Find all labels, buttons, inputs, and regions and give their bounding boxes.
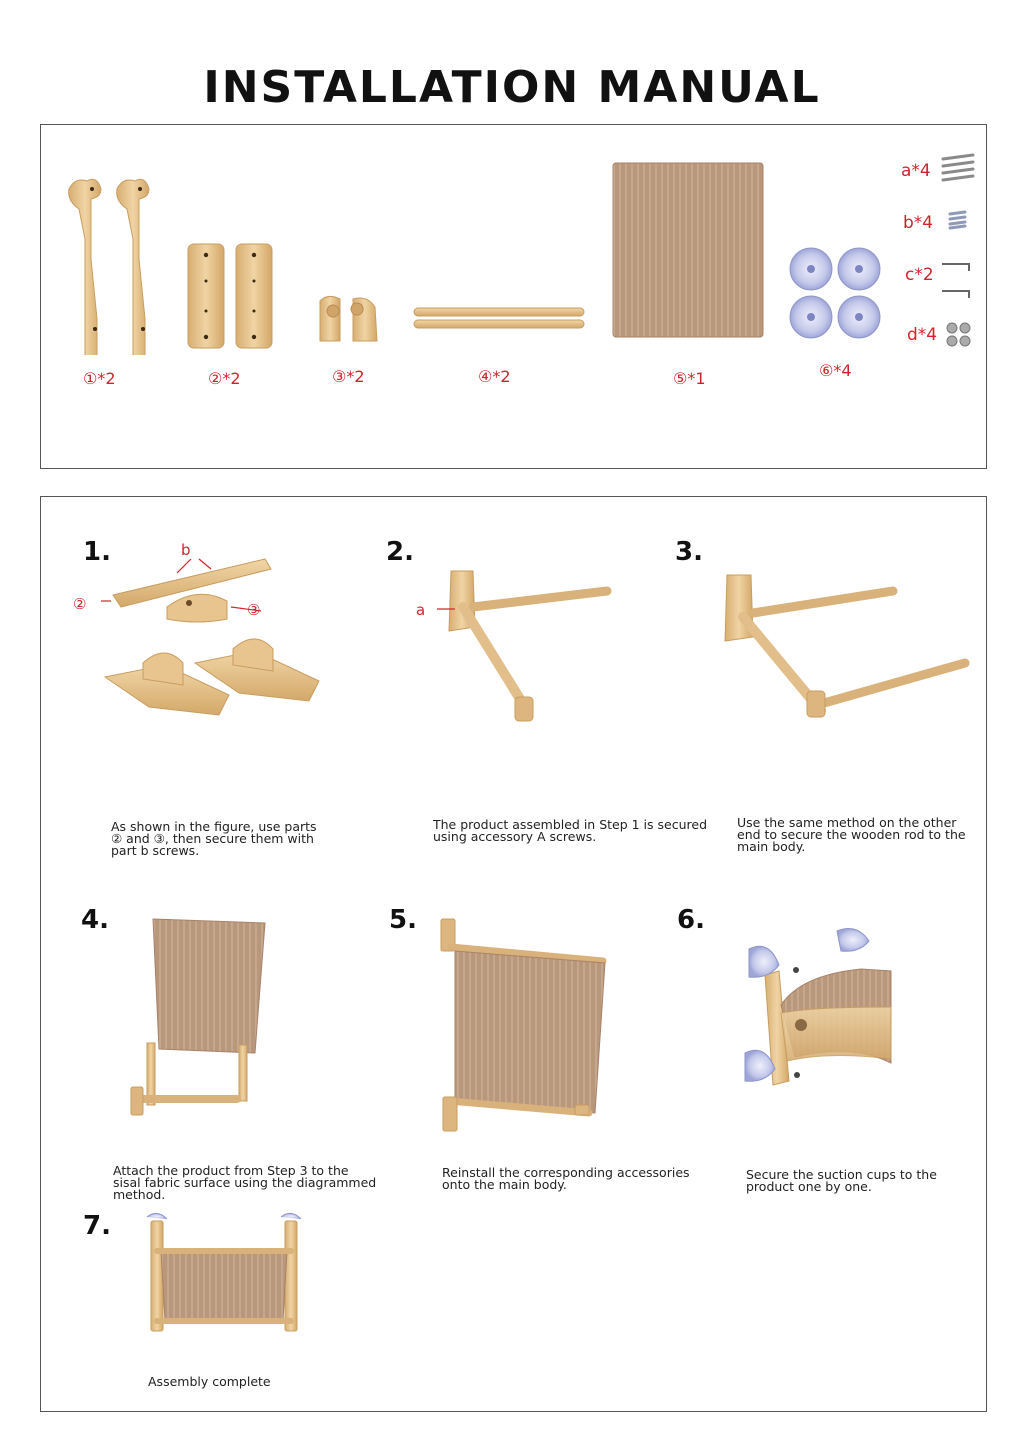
bracket-block-image	[317, 293, 383, 345]
sisal-fabric-image	[611, 161, 767, 341]
suction-cup-image	[789, 247, 885, 341]
wooden-arm-image	[59, 175, 169, 355]
callout-part-2: ②	[73, 595, 87, 613]
step-2-number: 2.	[386, 537, 414, 567]
hardware-label-a: a*4	[901, 161, 931, 181]
step-4-text: Attach the product from Step 3 to the sisal fabric surface using the diagrammed method.	[113, 1163, 377, 1202]
long-screw-icon	[939, 153, 979, 187]
hardware-label-c: c*2	[905, 265, 934, 285]
page-title: INSTALLATION MANUAL	[203, 62, 821, 113]
callout-b: b	[181, 541, 191, 559]
step-1-image	[101, 553, 351, 743]
part-label-2: ②*2	[208, 369, 241, 388]
part-label-1: ①*2	[83, 369, 116, 388]
step-2-image	[435, 567, 615, 737]
part-label-4: ④*2	[478, 367, 511, 386]
step-2-text: The product assembled in Step 1 is secured using accessory A screws.	[433, 817, 708, 844]
step-4-number: 4.	[81, 905, 109, 935]
step-5-text: Reinstall the corresponding accessories onto the main body.	[442, 1165, 690, 1192]
hardware-label-d: d*4	[907, 325, 938, 345]
step-6-image	[741, 925, 901, 1105]
step-1-number: 1.	[83, 537, 111, 567]
step-3-image	[721, 571, 971, 731]
step-6-number: 6.	[677, 905, 705, 935]
part-label-3: ③*2	[332, 367, 365, 386]
wooden-rod-image	[411, 305, 587, 335]
short-screw-icon	[947, 209, 971, 231]
steps-panel	[40, 496, 987, 1412]
nut-icon	[945, 321, 973, 349]
part-label-5: ⑤*1	[673, 369, 706, 388]
step-3-number: 3.	[675, 537, 703, 567]
step-7-image	[141, 1209, 311, 1339]
hex-key-icon	[939, 259, 975, 303]
step-1-text: As shown in the figure, use parts ② and ③, then secure them with part b screws.	[111, 819, 317, 858]
part-label-6: ⑥*4	[819, 361, 852, 380]
step-7-text: Assembly complete	[148, 1374, 271, 1389]
step-5-image	[437, 917, 617, 1137]
parts-list-panel	[40, 124, 987, 469]
mounting-plate-image	[186, 241, 276, 351]
hardware-label-b: b*4	[903, 213, 934, 233]
step-4-image	[127, 913, 277, 1123]
callout-part-3: ③	[247, 601, 261, 619]
callout-a: a	[416, 601, 426, 619]
step-3-text: Use the same method on the other end to secure the wooden rod to the main body.	[737, 815, 966, 854]
step-7-number: 7.	[83, 1211, 111, 1241]
step-6-text: Secure the suction cups to the product one by one.	[746, 1167, 937, 1194]
step-5-number: 5.	[389, 905, 417, 935]
